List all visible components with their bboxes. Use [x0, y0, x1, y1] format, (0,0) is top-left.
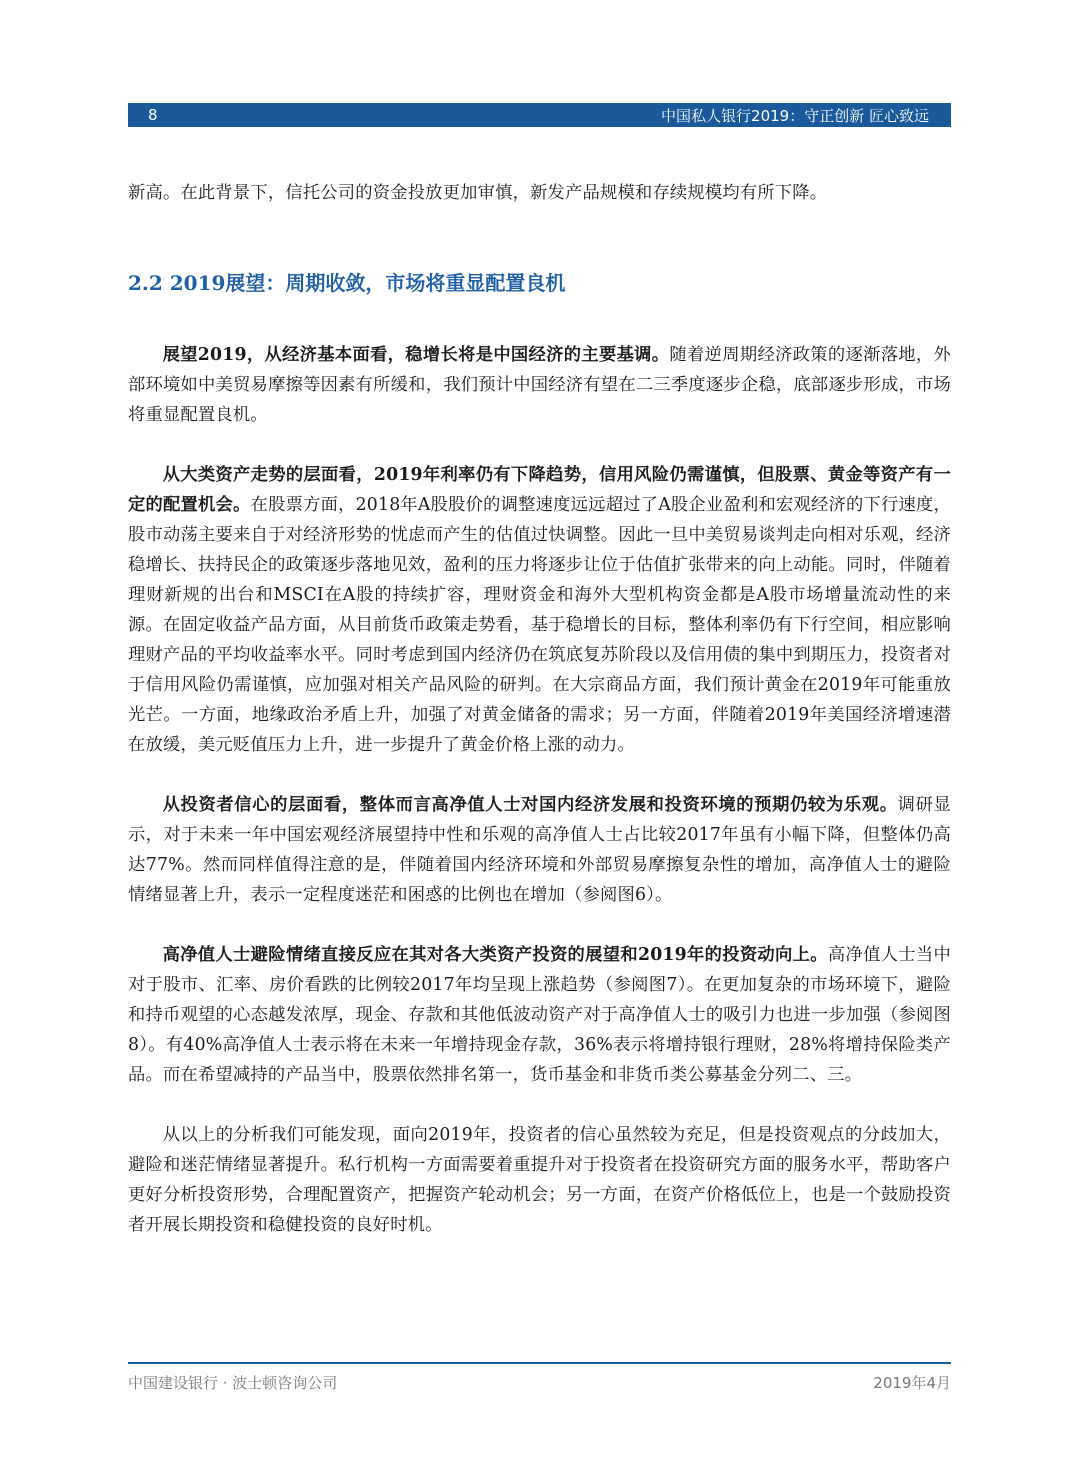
paragraph-asset-classes-body: 在股票方面，2018年A股股价的调整速度远远超过了A股企业盈利和宏观经济的下行速度，股市动荡主要来自于对经济形势的忧虑而产生的估值过快调整。因此一旦中美贸易谈判走向相对乐观，经济稳增长、扶持民企的政策逐步落地见效，盈利的压力将逐步让位于估值扩张带来的向上动能。同时，伴随着理财新规的出台和MSCI在A股的持续扩容，理财资金和海外大型机构资金都是A股市场增量流动性的来源。在固定收益产品方面，从目前货币政策走势看，基于稳增长的目标，整体利率仍有下行空间，相应影响理财产品的平均收益率水平。同时考虑到国内经济仍在筑底复苏阶段以及信用债的集中到期压力，投资者对于信用风险仍需谨慎，应加强对相关产品风险的研判。在大宗商品方面，我们预计黄金在2019年可能重放光芒。一方面，地缘政治矛盾上升，加强了对黄金储备的需求；另一方面，伴随着2019年美国经济增速潜在放缓，美元贬值压力上升，进一步提升了黄金价格上涨的动力。 — [128, 495, 952, 755]
footer-date: 2019年4月 — [873, 1374, 951, 1392]
paragraph-investor-confidence-lead: 从投资者信心的层面看，整体而言高净值人士对国内经济发展和投资环境的预期仍较为乐观。 — [162, 795, 898, 815]
paragraph-asset-classes — [128, 460, 951, 760]
footer-publisher: 中国建设银行 · 波士顿咨询公司 — [128, 1374, 338, 1392]
page-header-bar — [128, 103, 951, 127]
report-title: 中国私人银行2019：守正创新 匠心致远 — [661, 106, 929, 125]
paragraph-investor-confidence — [128, 790, 951, 910]
intro-paragraph: 新高。在此背景下，信托公司的资金投放更加审慎，新发产品规模和存续规模均有所下降。 — [128, 183, 828, 203]
paragraph-outlook-body: 随着逆周期经济政策的逐渐落地，外部环境如中美贸易摩擦等因素有所缓和，我们预计中国经济有望在二三季度逐步企稳，底部逐步形成，市场将重显配置良机。 — [128, 345, 951, 425]
paragraph-risk-aversion-body: 高净值人士当中对于股市、汇率、房价看跌的比例较2017年均呈现上涨趋势（参阅图7）。在更加复杂的市场环境下，避险和持币观望的心态越发浓厚，现金、存款和其他低波动资产对于高净值人士的吸引力也进一步加强（参阅图8）。有40%高净值人士表示将在未来一年增持现金存款，36%表示将增持银行理财，28%将增持保险类产品。而在希望减持的产品当中，股票依然排名第一，货币基金和非货币类公募基金分列二、三。 — [128, 945, 951, 1085]
paragraph-risk-aversion — [128, 940, 951, 1090]
section-heading: 2.2 2019展望：周期收敛，市场将重显配置良机 — [128, 271, 566, 295]
page-content — [128, 178, 951, 1240]
paragraph-investor-confidence-body: 调研显示，对于未来一年中国宏观经济展望持中性和乐观的高净值人士占比较2017年虽有小幅下降，但整体仍高达77%。然而同样值得注意的是，伴随着国内经济环境和外部贸易摩擦复杂性的增加，高净值人士的避险情绪显著上升，表示一定程度迷茫和困惑的比例也在增加（参阅图6）。 — [128, 795, 951, 905]
paragraph-risk-aversion-lead: 高净值人士避险情绪直接反应在其对各大类资产投资的展望和2019年的投资动向上。 — [162, 945, 828, 965]
footer-divider — [128, 1362, 951, 1364]
paragraph-asset-classes-lead: 从大类资产走势的层面看，2019年利率仍有下降趋势，信用风险仍需谨慎，但股票、黄金等资产有一定的配置机会。 — [128, 465, 951, 515]
paragraph-outlook — [128, 340, 951, 430]
page-number: 8 — [148, 106, 158, 124]
paragraph-conclusion: 从以上的分析我们可能发现，面向2019年，投资者的信心虽然较为充足，但是投资观点的分歧加大，避险和迷茫情绪显著提升。私行机构一方面需要着重提升对于投资者在投资研究方面的服务水平，帮助客户更好分析投资形势，合理配置资产，把握资产轮动机会；另一方面，在资产价格低位上，也是一个鼓励投资者开展长期投资和稳健投资的良好时机。 — [128, 1125, 951, 1235]
paragraph-outlook-lead: 展望2019，从经济基本面看，稳增长将是中国经济的主要基调。 — [162, 345, 670, 365]
